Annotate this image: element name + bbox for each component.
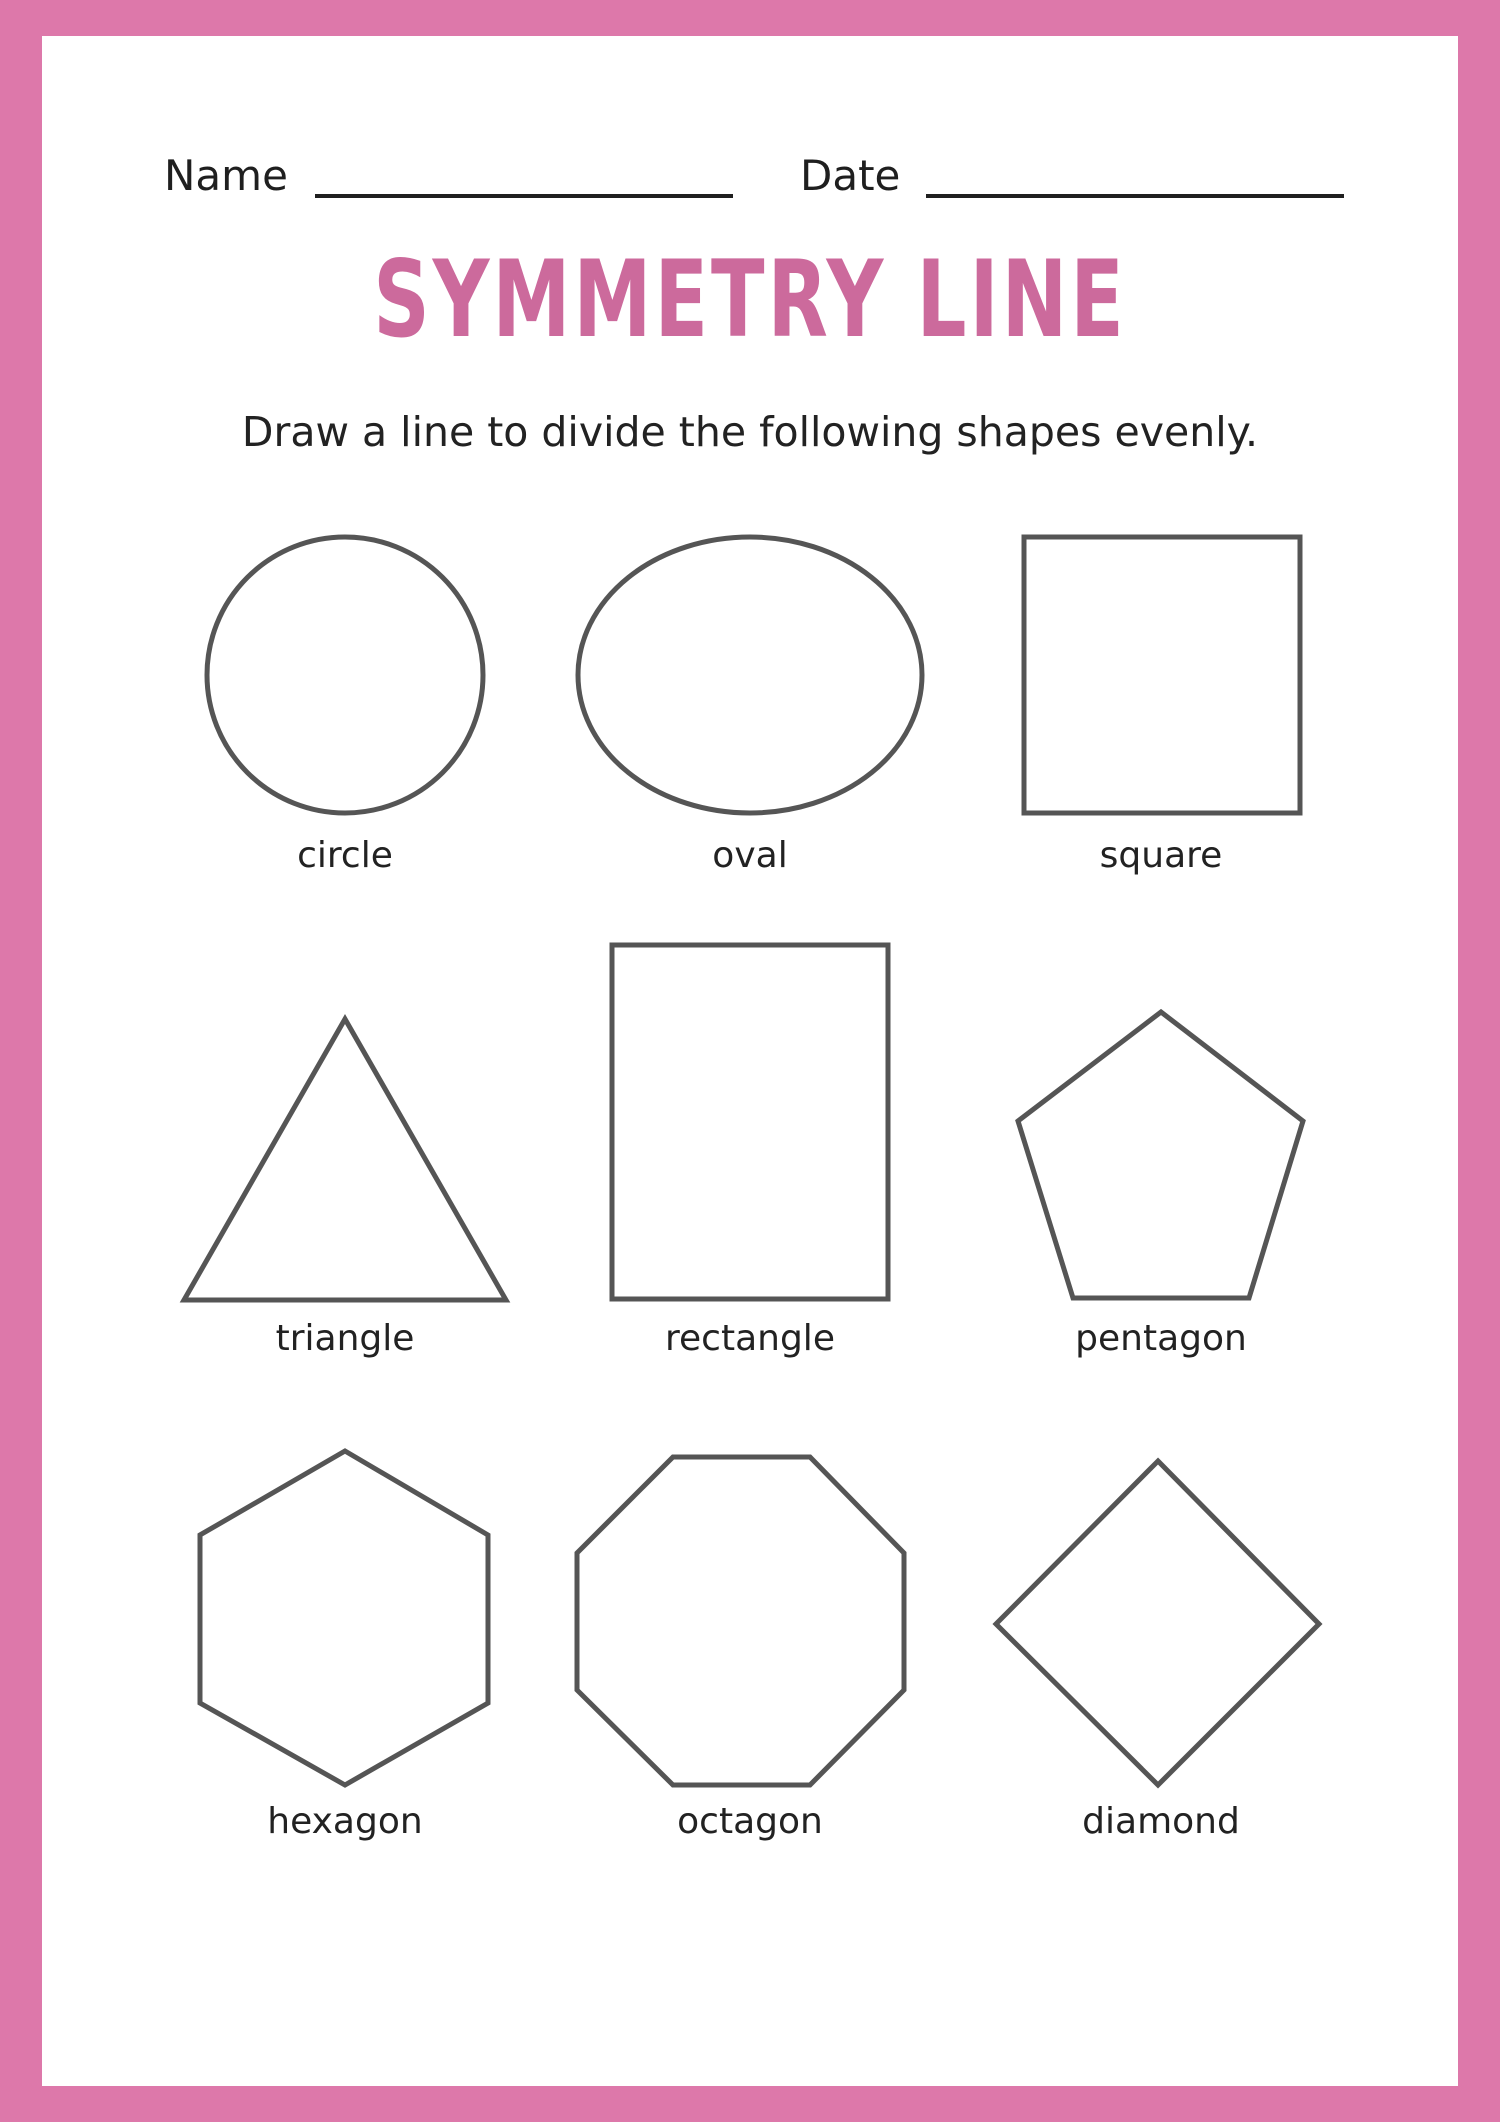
triangle-label: triangle (275, 1318, 415, 1359)
instructions-text: Draw a line to divide the following shapes evenly. (241, 408, 1259, 456)
pentagon-label: pentagon (1075, 1318, 1247, 1359)
oval-shape (578, 537, 922, 813)
square-shape (1024, 537, 1300, 813)
name-label: Name (164, 151, 288, 200)
octagon-shape (577, 1457, 904, 1785)
hexagon-label: hexagon (267, 1801, 423, 1842)
circle-shape (207, 537, 483, 813)
oval-label: oval (712, 835, 788, 876)
octagon-label: octagon (677, 1801, 823, 1842)
square-label: square (1099, 835, 1223, 876)
date-label: Date (800, 151, 901, 200)
triangle-shape (184, 1019, 506, 1300)
diamond-shape (996, 1461, 1319, 1785)
rectangle-label: rectangle (665, 1318, 835, 1359)
page-title: SYMMETRY LINE (373, 238, 1127, 361)
circle-label: circle (297, 835, 393, 876)
pentagon-shape (1018, 1012, 1303, 1298)
rectangle-shape (612, 945, 888, 1299)
diamond-label: diamond (1082, 1801, 1240, 1842)
hexagon-shape (200, 1451, 488, 1785)
